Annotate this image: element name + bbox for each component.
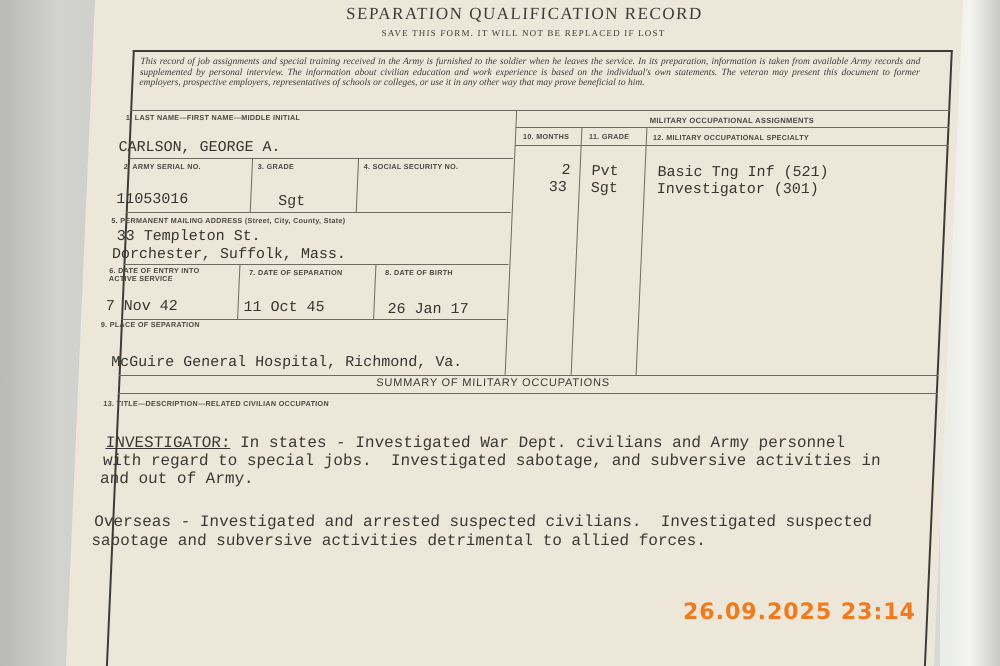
form-title: SEPARATION QUALIFICATION RECORD: [345, 4, 704, 23]
description-heading: INVESTIGATOR:: [105, 434, 231, 452]
divider: [373, 264, 376, 320]
value-separation-date: 11 Oct 45: [243, 299, 325, 316]
value-serial: 11053016: [115, 191, 189, 208]
label-place: 9. PLACE OF SEPARATION: [100, 320, 201, 329]
divider: [250, 158, 253, 212]
assignment-2-grade: Sgt: [590, 180, 619, 197]
label-address: 5. PERMANENT MAILING ADDRESS (Street, City, County, State): [111, 216, 346, 225]
description-line-4: Overseas - Investigated and arrested suspected civilians. Investigated suspected: [93, 513, 873, 531]
divider: [505, 110, 518, 376]
form-subtitle: SAVE THIS FORM. IT WILL NOT BE REPLACED IF LOST: [381, 28, 666, 38]
label-separation-date: 7. DATE OF SEPARATION: [248, 268, 343, 277]
divider: [636, 127, 648, 375]
description-line-5: sabotage and subversive activities detrimental to allied forces.: [90, 532, 707, 550]
assignment-1-months: 2: [561, 162, 571, 179]
divider: [118, 393, 938, 394]
divider: [571, 127, 583, 375]
assignment-2-specialty: Investigator (301): [656, 181, 820, 198]
top-border: [133, 50, 953, 52]
description-line-1-text: In states - Investigated War Dept. civilians and Army personnel: [230, 434, 846, 452]
label-serial: 2. ARMY SERIAL NO.: [123, 162, 202, 171]
value-birth: 26 Jan 17: [387, 301, 469, 318]
label-entry: 6. DATE OF ENTRY INTO ACTIVE SERVICE: [108, 266, 200, 283]
intro-paragraph: This record of job assignments and special training received in the Army is furnished to the soldier when he leaves the service. In its preparation, information is taken from available Army records and supplemented by personal interview. The information about civilian education and work experience is based on the individual's own statements. The veteran may present this document to former employers, prospective employers, representatives of schools or colleges, or use it in any other way that may prove beneficial to him.: [139, 57, 921, 88]
label-specialty: 12. MILITARY OCCUPATIONAL SPECIALTY: [652, 133, 810, 142]
assignment-1-grade: Pvt: [591, 163, 619, 180]
value-entry: 7 Nov 42: [105, 298, 179, 315]
label-birth: 8. DATE OF BIRTH: [384, 268, 454, 277]
divider: [237, 264, 240, 320]
description-line-3: and out of Army.: [99, 470, 255, 488]
divider: [119, 375, 939, 376]
divider: [130, 110, 950, 111]
value-address-line1: 33 Templeton St.: [116, 228, 262, 245]
divider: [128, 158, 513, 159]
label-name: 1. LAST NAME—FIRST NAME—MIDDLE INITIAL: [125, 113, 301, 122]
divider: [356, 158, 359, 212]
divider: [126, 212, 511, 213]
description-line-1: [105, 434, 845, 452]
label-title-description: 13. TITLE—DESCRIPTION—RELATED CIVILIAN OCCUPATION: [103, 399, 330, 408]
value-grade: Sgt: [277, 193, 306, 210]
summary-heading: SUMMARY OF MILITARY OCCUPATIONS: [376, 377, 611, 389]
assignment-1-specialty: Basic Tng Inf (521): [657, 164, 829, 181]
description-line-2: with regard to special jobs. Investigated sabotage, and subversive activities in: [102, 452, 881, 470]
camera-timestamp: 26.09.2025 23:14: [683, 600, 916, 625]
label-ssn: 4. SOCIAL SECURITY NO.: [363, 162, 459, 171]
label-grade: 3. GRADE: [257, 162, 295, 171]
value-address-line2: Dorchester, Suffolk, Mass.: [111, 246, 347, 263]
label-grade-col: 11. GRADE: [588, 132, 630, 141]
value-place: McGuire General Hospital, Richmond, Va.: [110, 354, 463, 371]
divider: [515, 145, 949, 146]
assignment-2-months: 33: [548, 179, 568, 196]
label-military-assignments: MILITARY OCCUPATIONAL ASSIGNMENTS: [649, 116, 815, 125]
divider: [123, 264, 508, 265]
document-paper: [66, 0, 963, 666]
value-name: CARLSON, GEORGE A.: [118, 139, 281, 156]
label-months: 10. MONTHS: [522, 132, 570, 141]
